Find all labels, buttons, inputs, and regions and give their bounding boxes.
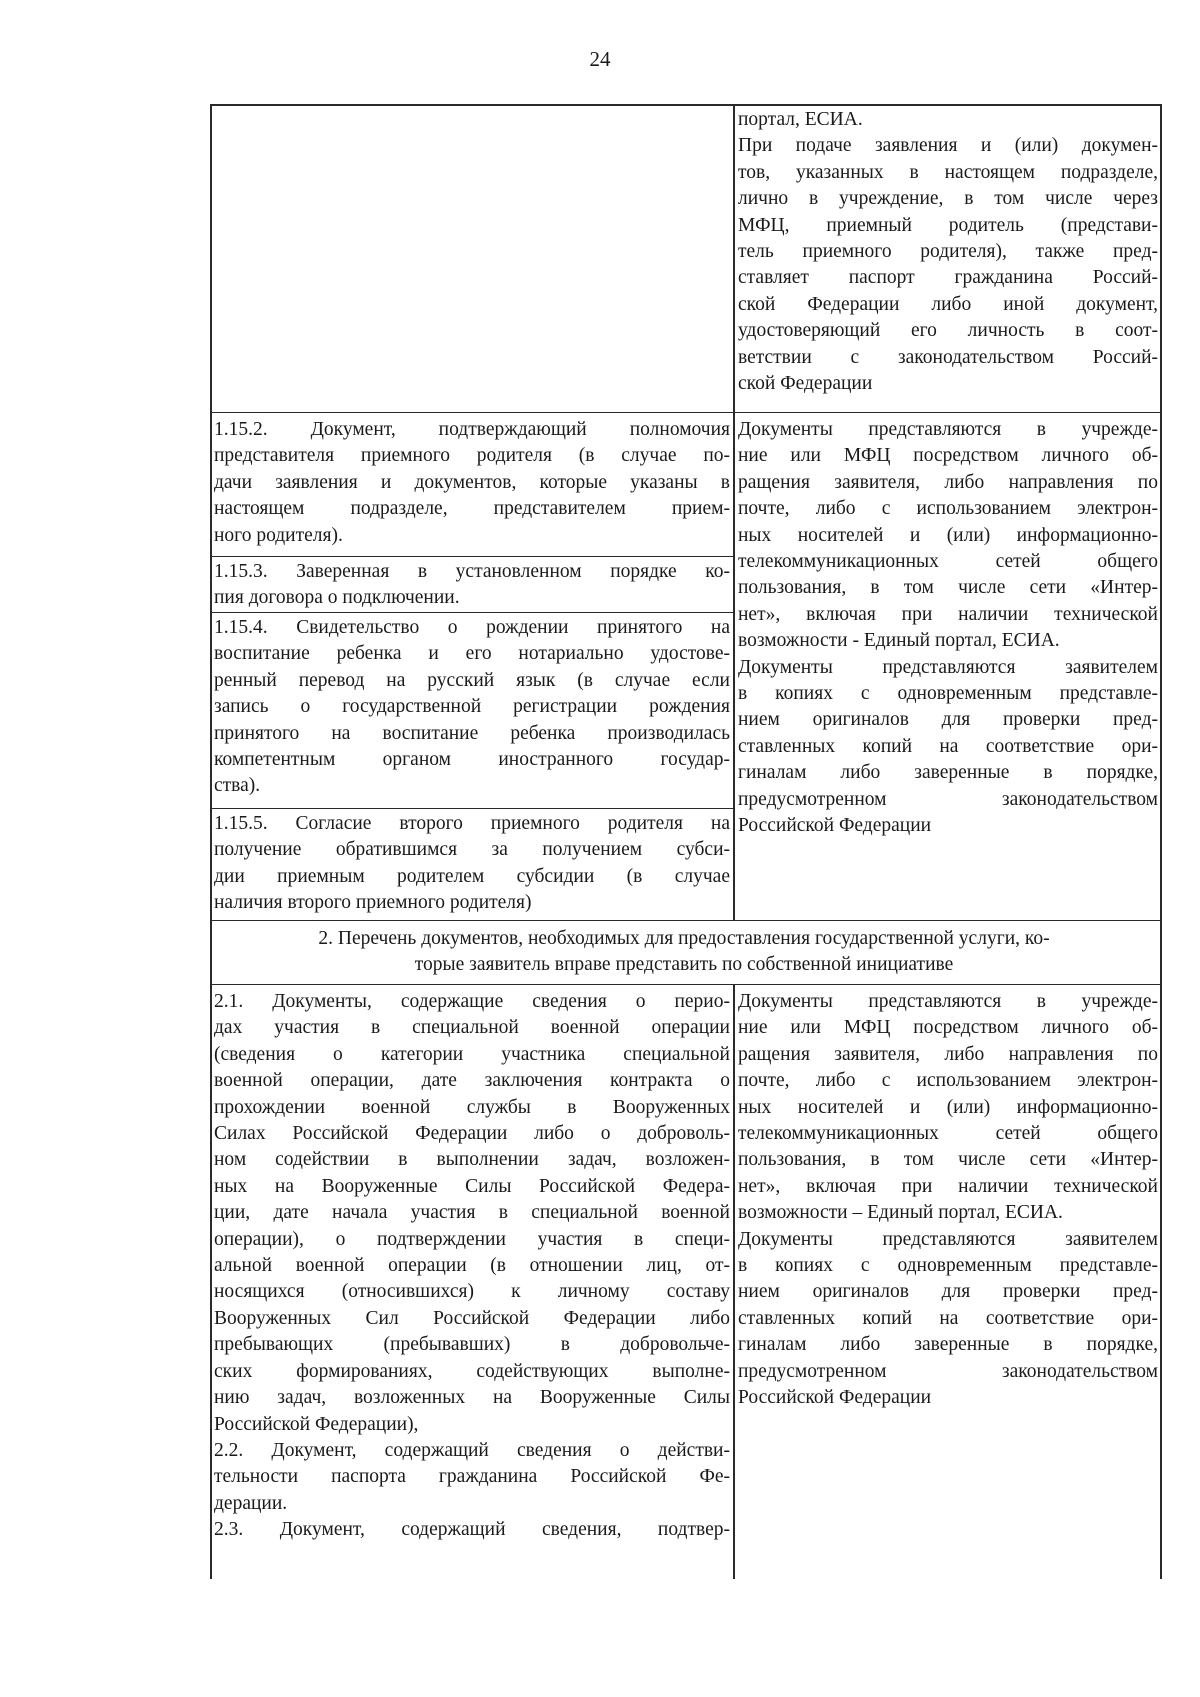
text-line: ции, дате начала участия в специальной военной (214, 1202, 730, 1224)
table-column-divider-lower (733, 984, 735, 1579)
text-line: ние или МФЦ посредством личного об- (738, 1017, 1158, 1039)
page-number: 24 (589, 47, 611, 71)
text-line: Российской Федерации (738, 1387, 932, 1409)
section-2-heading (214, 926, 1154, 979)
text-line: ветствии с законодательством Россий- (738, 346, 1158, 368)
text-line: прохождении военной службы в Вооруженных (214, 1096, 730, 1118)
text-line: ных носителей и (или) информационно- (738, 1096, 1158, 1118)
text-line: ских формированиях, содействующих выполне- (214, 1360, 730, 1382)
text-line: Российской Федерации), (214, 1413, 419, 1435)
text-line: получение обратившимся за получением субси- (214, 839, 730, 861)
text-line: (сведения о категории участника специальной (214, 1043, 730, 1065)
text-line: воспитание ребенка и его нотариально удостове- (214, 643, 730, 665)
text-line: носящихся (относившихся) к личному составу (214, 1281, 730, 1303)
row-divider-section2-bottom (210, 984, 1162, 985)
text-line: ных на Вооруженные Силы Российской Федера- (214, 1175, 730, 1197)
table-right-border (1160, 104, 1162, 1579)
text-line: запись о государственной регистрации рождения (214, 696, 730, 718)
text-line: Документы представляются в учрежде- (738, 991, 1158, 1012)
text-line: телекоммуникационных сетей общего (738, 1123, 1158, 1145)
text-line: компетентным органом иностранного государ- (214, 749, 730, 771)
text-line: настоящем подразделе, представителем прием- (214, 498, 730, 520)
text-line: Документы представляются в учрежде- (738, 419, 1158, 440)
text-line: пользования, в том числе сети «Интер- (738, 577, 1158, 599)
text-line: Силах Российской Федерации либо о доброволь- (214, 1123, 730, 1145)
text-line: нет», включая при наличии технической (738, 1175, 1158, 1197)
cell-right-1-15 (738, 417, 1158, 840)
text-line: дах участия в специальной военной операции (214, 1017, 730, 1039)
cell-left-2 (214, 989, 730, 1544)
cell-top-left-empty (214, 107, 730, 410)
text-line: ренный перевод на русский язык (в случае если (214, 669, 730, 691)
text-line: нет», включая при наличии технической (738, 603, 1158, 625)
text-line: телекоммуникационных сетей общего (738, 551, 1158, 573)
text-line: портал, ЕСИА. (738, 109, 863, 130)
cell-right-2 (738, 989, 1158, 1412)
text-line: 2.1. Документы, содержащие сведения о перио- (214, 991, 730, 1012)
text-line: пользования, в том числе сети «Интер- (738, 1149, 1158, 1171)
text-line: нию задач, возложенных на Вооруженные Силы (214, 1387, 730, 1409)
text-line: ние или МФЦ посредством личного об- (738, 445, 1158, 467)
text-line: тельности паспорта гражданина Российской Фе- (214, 1466, 730, 1488)
text-line: ставленных копий на соответствие ори- (738, 735, 1158, 757)
text-line: представителя приемного родителя (в случае по- (214, 445, 730, 467)
text-line: в копиях с одновременным представле- (738, 683, 1158, 705)
text-line: принятого на воспитание ребенка производилась (214, 722, 730, 744)
text-line: операции), о подтверждении участия в специ- (214, 1228, 730, 1250)
text-line: возможности - Единый портал, ЕСИА. (738, 630, 1060, 652)
text-line: ставленных копий на соответствие ори- (738, 1307, 1158, 1329)
text-line: ращения заявителя, либо направления по (738, 1043, 1158, 1065)
item-1-15-3 (214, 559, 730, 612)
heading-line: 2. Перечень документов, необходимых для предоставления государственной услуги, ко- (318, 928, 1050, 949)
text-line: дачи заявления и документов, которые указаны в (214, 471, 730, 493)
text-line: 1.15.3. Заверенная в установленном порядке ко- (214, 561, 730, 582)
text-line: лично в учреждение, в том числе через (738, 188, 1158, 210)
text-line: ном содействии в выполнении задач, возложен- (214, 1149, 730, 1171)
row-divider-item-1-15-3 (210, 556, 735, 557)
text-line: 2.3. Документ, содержащий сведения, подтвер- (214, 1519, 730, 1541)
text-line: ставляет паспорт гражданина Россий- (738, 267, 1158, 289)
text-line: дерации. (214, 1492, 288, 1514)
heading-line: торые заявитель вправе представить по собственной инициативе (414, 954, 954, 976)
cell-top-right (738, 107, 1158, 397)
text-line: ращения заявителя, либо направления по (738, 471, 1158, 493)
text-line: Документы представляются заявителем (738, 1228, 1158, 1250)
text-line: в копиях с одновременным представле- (738, 1255, 1158, 1277)
text-line: 2.2. Документ, содержащий сведения о действи- (214, 1439, 730, 1461)
row-divider-item-1-15-4 (210, 612, 735, 613)
row-divider-item-1-15-5 (210, 808, 735, 809)
text-line: удостоверяющий его личность в соот- (738, 320, 1158, 342)
item-1-15-2 (214, 417, 730, 549)
text-line: 1.15.4. Свидетельство о рождении принятого на (214, 617, 730, 638)
text-line: Документы представляются заявителем (738, 656, 1158, 678)
text-line: 1.15.5. Согласие второго приемного родителя на (214, 813, 730, 834)
text-line: При подаче заявления и (или) докумен- (738, 135, 1158, 157)
text-line: ства). (214, 775, 261, 797)
text-line: пребывающих (пребывавших) в добровольче- (214, 1334, 730, 1356)
text-line: ской Федерации (738, 373, 873, 395)
table-left-border (210, 104, 212, 1579)
text-line: ных носителей и (или) информационно- (738, 524, 1158, 546)
text-line: альной военной операции (в отношении лиц, от- (214, 1255, 730, 1277)
item-1-15-5 (214, 811, 730, 917)
text-line: Вооруженных Сил Российской Федерации либо (214, 1307, 730, 1329)
text-line: ного родителя). (214, 524, 343, 546)
text-line: тов, указанных в настоящем подразделе, (738, 161, 1158, 183)
text-line: 1.15.2. Документ, подтверждающий полномочия (214, 419, 730, 440)
text-line: нием оригиналов для проверки пред- (738, 709, 1158, 731)
text-line: Российской Федерации (738, 815, 932, 837)
text-line: предусмотренном законодательством (738, 788, 1158, 810)
text-line: МФЦ, приемный родитель (представи- (738, 214, 1158, 236)
row-divider (210, 412, 1162, 413)
table-top-border (210, 104, 1162, 106)
table-column-divider (733, 104, 735, 921)
text-line: тель приемного родителя), также пред- (738, 241, 1158, 263)
text-line: дии приемным родителем субсидии (в случае (214, 865, 730, 887)
item-1-15-4 (214, 615, 730, 800)
text-line: предусмотренном законодательством (738, 1360, 1158, 1382)
text-line: военной операции, дате заключения контракта о (214, 1070, 730, 1092)
text-line: возможности – Единый портал, ЕСИА. (738, 1202, 1063, 1224)
text-line: пия договора о подключении. (214, 587, 460, 609)
text-line: нием оригиналов для проверки пред- (738, 1281, 1158, 1303)
row-divider-section2-top (210, 920, 1162, 921)
text-line: ской Федерации либо иной документ, (738, 293, 1158, 315)
text-line: наличия второго приемного родителя) (214, 892, 532, 914)
text-line: почте, либо с использованием электрон- (738, 498, 1158, 520)
text-line: гиналам либо заверенные в порядке, (738, 1334, 1158, 1356)
text-line: гиналам либо заверенные в порядке, (738, 762, 1158, 784)
text-line: почте, либо с использованием электрон- (738, 1070, 1158, 1092)
